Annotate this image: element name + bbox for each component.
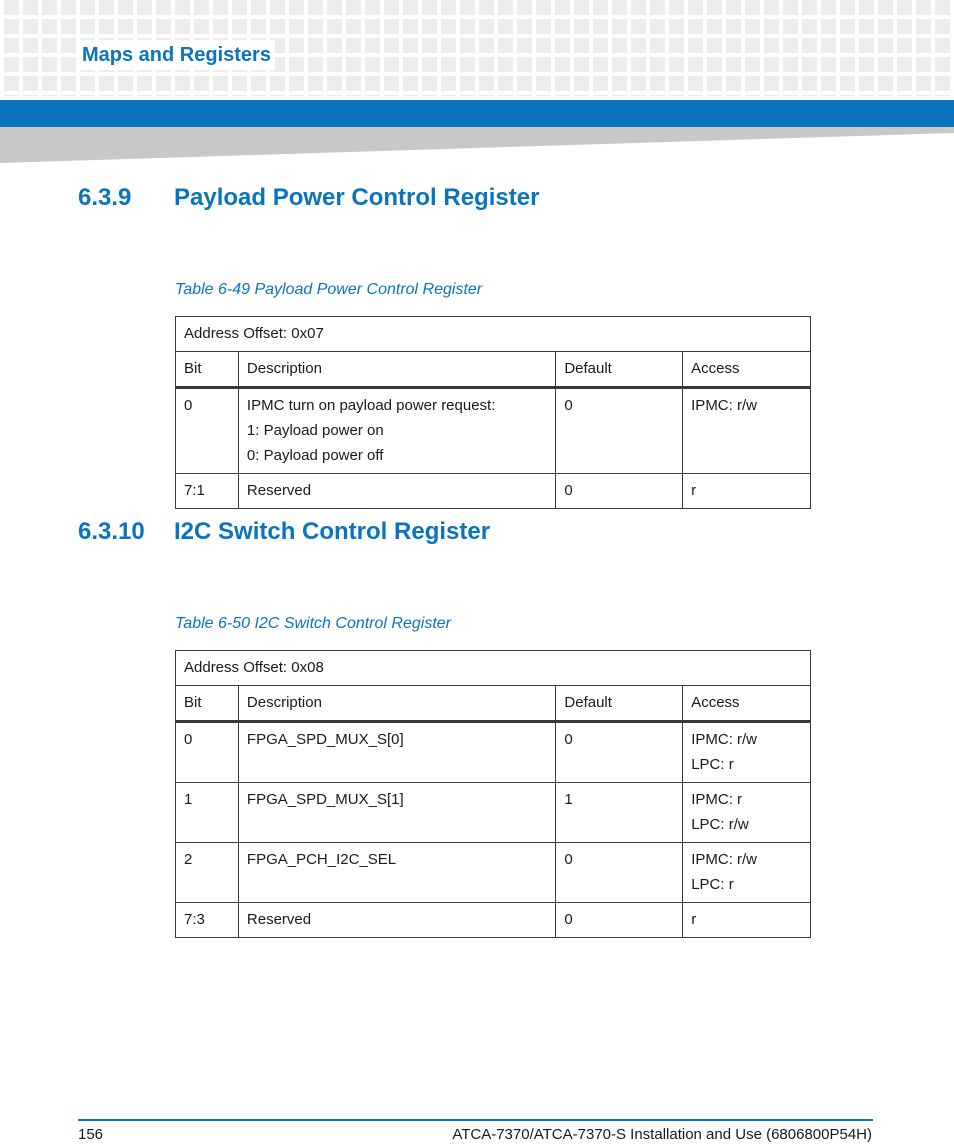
access-line: IPMC: r xyxy=(691,791,743,808)
section-heading xyxy=(78,517,490,547)
address-offset: Address Offset: 0x08 xyxy=(176,651,811,686)
description-line: Reserved xyxy=(246,911,312,928)
bit-cell: 7:3 xyxy=(176,903,239,938)
access-line: LPC: r xyxy=(691,756,734,773)
column-header: Access xyxy=(683,352,811,388)
access-line: IPMC: r/w xyxy=(691,397,757,414)
section-heading xyxy=(78,183,539,213)
access-line: LPC: r/w xyxy=(691,816,749,833)
description-line: FPGA_PCH_I2C_SEL xyxy=(246,851,397,868)
table-row xyxy=(176,388,811,474)
table-caption: Table 6-50 I2C Switch Control Register xyxy=(175,615,451,632)
chapter-title: Maps and Registers xyxy=(78,40,275,70)
access-line: LPC: r xyxy=(691,876,734,893)
default-cell: 1 xyxy=(556,783,683,843)
section-number: 6.3.10 xyxy=(78,518,145,545)
description-line: 1: Payload power on xyxy=(246,422,384,439)
access-cell xyxy=(683,722,811,783)
bit-cell: 7:1 xyxy=(176,474,239,509)
section-title: I2C Switch Control Register xyxy=(174,518,491,545)
register-table xyxy=(175,650,811,938)
access-line: IPMC: r/w xyxy=(691,851,758,868)
bit-cell: 1 xyxy=(176,783,239,843)
table-row xyxy=(176,783,811,843)
column-header: Access xyxy=(683,686,811,722)
description-line: FPGA_SPD_MUX_S[1] xyxy=(246,791,404,808)
section-title: Payload Power Control Register xyxy=(174,184,540,211)
column-header: Bit xyxy=(176,686,239,722)
address-row xyxy=(176,651,811,686)
section-number: 6.3.9 xyxy=(78,184,132,211)
bit-cell: 2 xyxy=(176,843,239,903)
default-cell: 0 xyxy=(556,903,683,938)
bit-cell: 0 xyxy=(176,388,239,474)
description-cell xyxy=(238,843,556,903)
default-cell: 0 xyxy=(556,722,683,783)
description-cell xyxy=(238,388,555,474)
table-header-row xyxy=(176,686,811,722)
table-header-row xyxy=(176,352,811,388)
description-line: FPGA_SPD_MUX_S[0] xyxy=(246,731,404,748)
description-cell xyxy=(238,903,556,938)
page-number: 156 xyxy=(78,1126,104,1143)
access-line: IPMC: r/w xyxy=(691,731,758,748)
column-header: Default xyxy=(556,686,683,722)
access-cell xyxy=(683,388,811,474)
access-cell xyxy=(683,783,811,843)
table-caption: Table 6-49 Payload Power Control Register xyxy=(175,281,483,298)
default-cell: 0 xyxy=(556,388,683,474)
footer-rule xyxy=(78,1119,873,1121)
description-line: 0: Payload power off xyxy=(246,447,384,464)
header-gray-wedge xyxy=(0,127,954,163)
document-title: ATCA-7370/ATCA-7370-S Installation and Use (6806800P54H) xyxy=(452,1126,872,1143)
table-row xyxy=(176,903,811,938)
column-header: Default xyxy=(556,352,683,388)
default-cell: 0 xyxy=(556,474,683,509)
bit-cell: 0 xyxy=(176,722,239,783)
description-line: Reserved xyxy=(246,482,312,499)
table-row xyxy=(176,722,811,783)
default-cell: 0 xyxy=(556,843,683,903)
header-blue-band xyxy=(0,100,954,127)
access-cell xyxy=(683,903,811,938)
column-header: Description xyxy=(238,352,555,388)
access-line: r xyxy=(691,911,697,928)
access-cell xyxy=(683,843,811,903)
access-line: r xyxy=(691,482,697,499)
access-cell xyxy=(683,474,811,509)
table-row xyxy=(176,474,811,509)
address-offset: Address Offset: 0x07 xyxy=(176,317,811,352)
column-header: Description xyxy=(238,686,556,722)
column-header: Bit xyxy=(176,352,239,388)
description-cell xyxy=(238,474,555,509)
register-table xyxy=(175,316,811,509)
description-line: IPMC turn on payload power request: xyxy=(246,397,496,414)
description-cell xyxy=(238,783,556,843)
table-row xyxy=(176,843,811,903)
description-cell xyxy=(238,722,556,783)
address-row xyxy=(176,317,811,352)
